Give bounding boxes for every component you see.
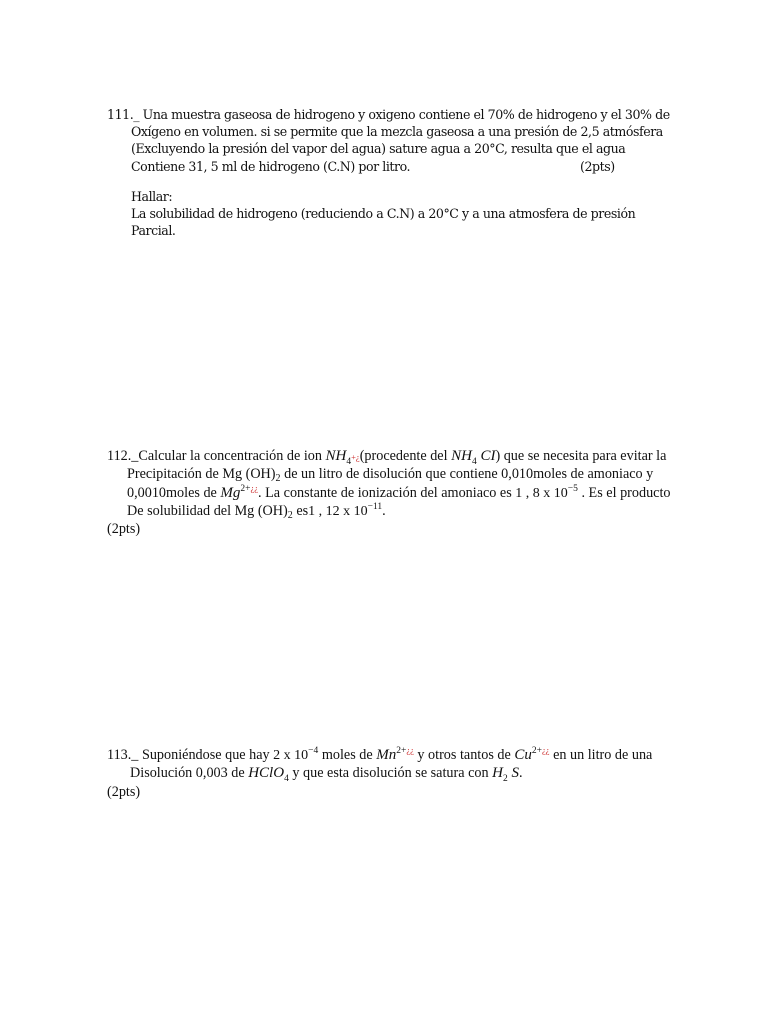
problem-111-text-4: Contiene 31, 5 ml de hidrogeno (C.N) por litro. (131, 158, 411, 174)
problem-111-line-5: La solubilidad de hidrogeno (reduciendo a C.N) a 20°C y a una atmosfera de presión (131, 205, 636, 221)
moles-value: 2 x 10 (273, 748, 309, 763)
problem-111-text-1: Una muestra gaseosa de hidrogeno y oxigeno contiene el 70% de hidrogeno y el 30% de (142, 107, 670, 122)
solubility-product: 1 , 12 x 10 (308, 503, 368, 519)
problem-111-line-6: Parcial. (131, 223, 176, 239)
perchloric-acid-subscript: 4 (284, 774, 289, 785)
copper-ion-formula: Cu (514, 747, 532, 763)
copper-charge: 2+ (531, 746, 542, 756)
perchloric-acid-formula: HClO (248, 765, 285, 782)
hydrogen-sulfide-subscript: 2 (502, 774, 508, 785)
problem-113-text: moles de (318, 747, 377, 763)
problem-113-points: (2pts) (107, 783, 141, 800)
problem-113-line-2 (107, 764, 667, 785)
problem-112-text: De solubilidad del Mg (OH) (127, 502, 288, 519)
ammonium-chloride-formula: NH (451, 448, 472, 464)
problem-112-line-3 (107, 482, 671, 502)
problem-112-text: Precipitación de Mg (OH) (127, 466, 276, 483)
hydrogen-sulfide-rest: S (507, 765, 519, 782)
problem-112-text: . (382, 502, 386, 519)
problem-112-text: ) que se necesita para evitar la (495, 448, 667, 464)
problem-112-line-1 (107, 447, 667, 465)
manganese-ion-formula: Mn (376, 747, 397, 763)
problem-112-number: 112._ (107, 448, 139, 464)
magnesium-charge: 2+ (240, 483, 251, 494)
problem-112-text: 0,0010moles de (127, 484, 221, 501)
problem-111-line-2: Oxígeno en volumen. si se permite que la mezcla gaseosa a una presión de 2,5 atmósfera (131, 124, 663, 140)
problem-113-text: Disolución 0,003 de (130, 765, 249, 782)
hydrogen-sulfide-formula: H (492, 765, 503, 782)
problem-112-text: Calcular la concentración de ion (138, 448, 326, 464)
hydroxide-subscript: 2 (287, 509, 293, 521)
problem-112-line-4 (107, 502, 667, 520)
copper-charge-artifact: ¿¿ (541, 745, 550, 755)
ammonium-subscript: 4 (346, 457, 352, 467)
moles-exponent: −4 (308, 746, 319, 756)
ammonium-formula: NH (325, 448, 347, 464)
problem-111-hallar: Hallar: (131, 188, 173, 204)
problem-112-text: de un litro de disolución que contiene 0,010moles de amoniaco y (280, 466, 654, 483)
solubility-product-exponent: −11 (367, 501, 383, 512)
problem-112-line-2 (107, 465, 667, 483)
ionization-constant-exponent: −5 (567, 483, 578, 494)
ammonium-chloride-subscript: 4 (471, 457, 477, 467)
problem-113-text: . (518, 765, 523, 782)
problem-111-line-4 (107, 158, 667, 175)
problem-112-text: . La constante de ionización del amoniaco es (258, 484, 516, 501)
manganese-charge-artifact: ¿¿ (406, 745, 414, 755)
problem-113 (107, 746, 667, 801)
problem-113-text: y otros tantos de (413, 747, 515, 763)
ammonium-chloride-rest: CI (476, 448, 496, 464)
hydroxide-subscript: 2 (275, 473, 281, 485)
problem-112-points: (2pts) (107, 521, 141, 538)
problem-111-points: (2pts) (580, 158, 615, 174)
problem-111-number: 111._ (107, 107, 140, 122)
ionization-constant: 1 , 8 x 10 (515, 485, 568, 501)
problem-112-text: (procedente del (359, 448, 452, 464)
ammonium-charge: +¿ (351, 452, 360, 462)
problem-111-line-1 (107, 106, 670, 123)
problem-112 (107, 447, 671, 538)
magnesium-ion-formula: Mg (220, 484, 241, 501)
problem-113-line-1 (107, 746, 667, 764)
problem-113-text: Suponiéndose que hay (138, 747, 274, 763)
manganese-charge: 2+ (396, 746, 407, 756)
problem-111 (107, 106, 670, 239)
problem-113-number: 113._ (107, 747, 139, 763)
problem-112-text: es (292, 502, 309, 519)
problem-112-text: . Es el producto (577, 484, 671, 501)
problem-113-text: en un litro de una (549, 747, 653, 763)
problem-111-line-3: (Excluyendo la presión del vapor del agua) sature agua a 20°C, resulta que el agua (131, 141, 626, 157)
magnesium-charge-artifact: ¿¿ (250, 482, 259, 493)
problem-113-text: y que esta disolución se satura con (288, 765, 493, 782)
